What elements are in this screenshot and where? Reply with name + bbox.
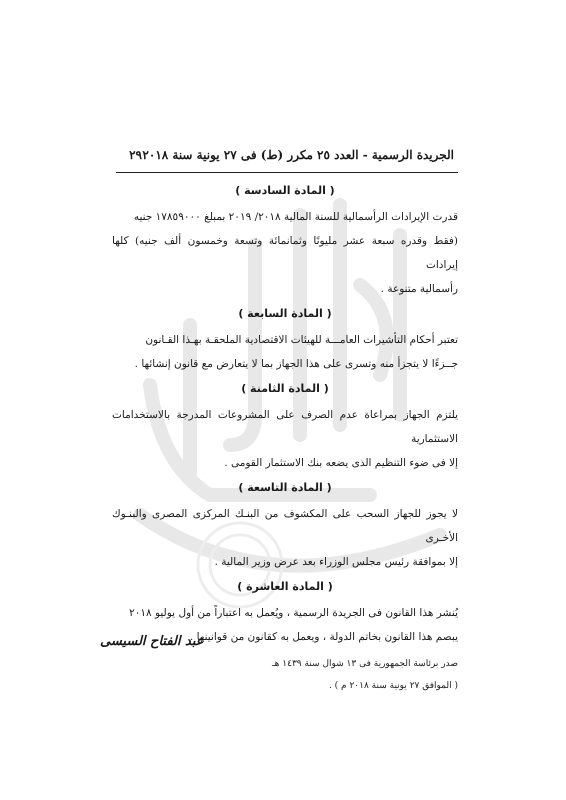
article-text: [112, 403, 458, 475]
article-title: ( المادة السابعة ): [238, 307, 332, 320]
text-line: لا يجوز للجهاز السحب على المكشوف من البنـك المركزى المصرى والبنـوك الأخـرى: [112, 508, 458, 544]
text-line: رأسمالية متنوعة .: [380, 283, 458, 295]
article-title: ( المادة التاسعة ): [238, 481, 332, 494]
issuance-date-hijri: صدر برئاسة الجمهورية فى ١٣ شوال سنة ١٤٣٩ هـ: [272, 659, 458, 669]
gazette-header: [118, 148, 454, 170]
article-title: ( المادة الثامنة ): [241, 382, 329, 395]
text-line: (فقط وقدره سبعة عشر مليونًا وثمانمائة وتسعة وخمسون ألف جنيه) كلها إيرادات: [112, 235, 458, 271]
article-text: [112, 502, 458, 574]
document-body: [112, 178, 458, 697]
text-line: يبصم هذا القانون بخاتم الدولة ، ويعمل به كقانون من قوانينها .: [189, 631, 458, 643]
text-line: إلا بموافقة رئيس مجلس الوزراء بعد عرض وزير المالية .: [214, 556, 458, 568]
text-line: يُنشر هذا القانون فى الجريدة الرسمية ، ويُعمل به اعتباراً من أول يوليو ٢٠١٨: [129, 607, 458, 619]
article-text: [112, 205, 458, 301]
article-6: [112, 184, 458, 301]
article-title: ( المادة العاشرة ): [237, 580, 333, 593]
signature: عبد الفتاح السيسى: [100, 634, 204, 649]
text-line: قدرت الإيرادات الرأسمالية للسنة المالية ٢٠١٨/ ٢٠١٩ بمبلغ ١٧٨٥٩٠٠٠ جنيه: [133, 211, 458, 223]
article-text: [112, 328, 458, 376]
header-title: الجريدة الرسمية - العدد ٢٥ مكرر (ط) فى ٢٧ يونية سنة ٢٠١٨: [142, 148, 454, 162]
issuance-note: [112, 653, 458, 697]
article-8: [112, 382, 458, 475]
article-title: ( المادة السادسة ): [235, 184, 335, 197]
text-line: تعتبر أحكام التأشيرات العامـــة للهيئات الاقتصادية الملحقـة بهـذا القـانون: [145, 334, 458, 346]
issuance-date-gregorian: ( الموافق ٢٧ يونية سنة ٢٠١٨ م ) .: [328, 681, 458, 691]
text-line: جــزءًا لا يتجزأ منه وتسرى على هذا الجهاز بما لا يتعارض مع قانون إنشائها .: [134, 358, 458, 370]
article-9: [112, 481, 458, 574]
page-number: ٢٩: [129, 148, 142, 162]
text-line: يلتزم الجهاز بمراعاة عدم الصرف على المشروعات المدرجة بالاستخدامات الاستثمارية: [112, 409, 458, 445]
header-divider: [116, 172, 458, 173]
article-7: [112, 307, 458, 376]
text-line: إلا فى ضوء التنظيم الذى يضعه بنك الاستثمار القومى .: [224, 457, 458, 469]
